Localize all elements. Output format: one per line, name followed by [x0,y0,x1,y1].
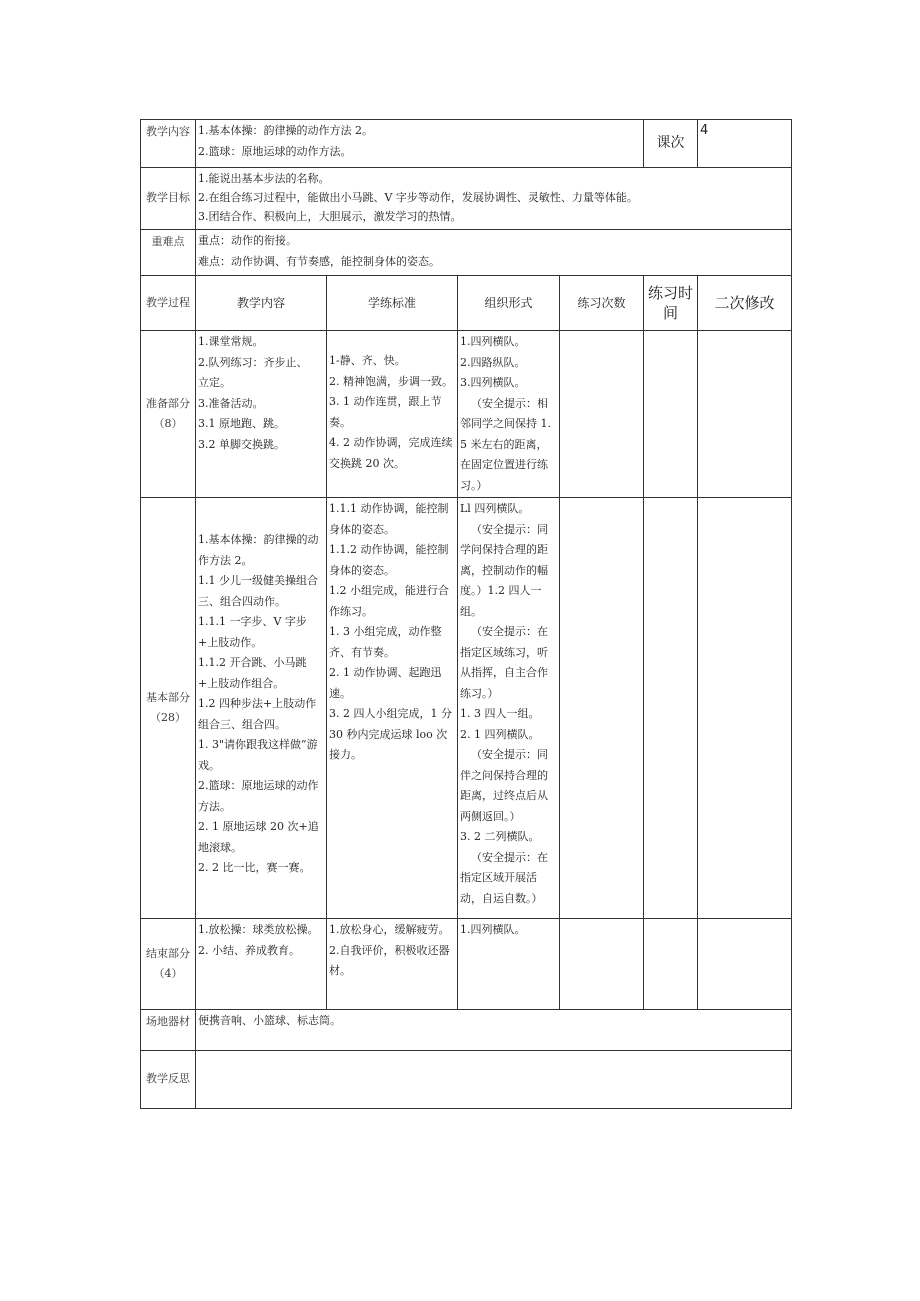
objective-line: 3.团结合作、积极向上，大胆展示，激发学习的热情。 [198,210,462,223]
basic-org-line: 1. 3 四人一组。 [460,707,540,720]
prep-standard-line: 4. 2 动作协调，完成连续交换跳 20 次。 [329,436,453,470]
basic-reps-cell [560,498,644,919]
process-header-row [141,276,792,331]
objectives-label: 教学目标 [141,168,196,230]
basic-org-line: （安全提示：在指定区域练习，听从指挥，自主合作练习。） [460,625,548,700]
basic-organization [458,498,560,919]
ending-standard [327,919,458,1010]
header-standard: 学练标准 [327,276,458,331]
basic-content-line: 1.基本体操：韵律操的动作方法 2。 [198,533,319,567]
reflection-row [141,1051,792,1109]
prep-org-line: 2.四路纵队。 [460,355,526,369]
header-time: 练习时间 [644,276,698,331]
basic-standard-line: 2. 1 动作协调、起跑迅速。 [329,666,442,700]
ending-org-line: 1.四列横队。 [460,923,526,936]
reflection-value[interactable] [196,1051,792,1109]
basic-org-line: Ll 四列横队。 [460,502,530,515]
basic-org-line: （安全提示：在指定区域开展活动，自运自数。） [460,850,548,905]
basic-standard-line: 1.1.1 动作协调，能控制身体的姿态。 [329,502,449,536]
header-reps: 练习次数 [560,276,644,331]
basic-standard-line: 1. 3 小组完成，动作整齐、有节奏。 [329,625,442,659]
ending-standard-line: 2.自我评价，积极收还器材。 [329,943,450,977]
objective-line: 1.能说出基本步法的名称。 [198,172,330,185]
basic-revision-cell [698,498,792,919]
ending-row [141,919,792,1010]
ending-content [196,919,327,1010]
prep-row [141,331,792,498]
content-line: 1.基本体操：韵律操的动作方法 2。 [198,124,373,137]
keypoints-text [196,230,792,276]
basic-content-line: 1.2 四种步法+上肢动作组合三、组合四。 [198,697,317,731]
prep-time-cell [644,331,698,498]
keypoint-line: 难点：动作协调、有节奏感，能控制身体的姿态。 [198,254,440,268]
keypoints-label: 重难点 [141,230,196,276]
prep-org-line: （安全提示：相邻同学之间保持 1.5 米左右的距离，在固定位置进行练习。） [460,396,551,492]
prep-standard-line: 3. 1 动作连贯，跟上节奏。 [329,395,442,429]
basic-content-line: 2. 1 原地运球 20 次+追地滚球。 [198,820,319,854]
prep-standard [327,331,458,498]
prep-organization [458,331,560,498]
lesson-plan-table [140,119,792,1109]
basic-time-cell [644,498,698,919]
prep-content-line: 3.1 原地跑、跳。 [198,417,285,430]
ending-reps-cell [560,919,644,1010]
content-line: 2.篮球：原地运球的动作方法。 [198,144,352,158]
prep-content-line: 立定。 [198,376,231,389]
prep-reps-cell [560,331,644,498]
basic-content-line: 1.1 少儿一级健美操组合 [198,574,318,587]
lesson-plan [140,119,791,1109]
header-process: 教学过程 [141,276,196,331]
ending-label: 结束部分（4） [141,919,196,1010]
keypoint-line: 重点：动作的衔接。 [198,234,297,247]
header-organization: 组织形式 [458,276,560,331]
basic-content-line: 1. 3"请你跟我这样做”游戏。 [198,738,318,772]
basic-row [141,498,792,919]
basic-content-line: 2.篮球：原地运球的动作方法。 [198,779,319,813]
ending-standard-line: 1.放松身心，缓解疲劳。 [329,923,450,936]
basic-standard [327,498,458,919]
equipment-label: 场地器材 [141,1010,196,1051]
content-row [141,120,792,168]
basic-content [196,498,327,919]
basic-standard-line: 1.2 小组完成，能进行合作练习。 [329,584,449,618]
objectives-row [141,168,792,230]
equipment-row [141,1010,792,1051]
prep-revision-cell [698,331,792,498]
prep-label: 准备部分（8） [141,331,196,498]
prep-content-line: 3.准备活动。 [198,396,264,410]
prep-org-line: 1.四列横队。 [460,335,526,348]
content-text [196,120,644,168]
header-content: 教学内容 [196,276,327,331]
basic-org-line: 2. 1 四列横队。 [460,727,540,741]
ending-content-line: 1.放松操：球类放松操。 [198,923,319,936]
session-label: 课次 [644,120,698,168]
basic-content-line: 三、组合四动作。 [198,594,286,608]
header-revision: 二次修改 [698,276,792,331]
prep-standard-line: 2. 精神饱满，步调一致。 [329,374,453,388]
basic-standard-line: 1.1.2 动作协调，能控制身体的姿态。 [329,543,449,577]
equipment-value: 便携音响、小篮球、标志筒。 [196,1010,792,1051]
ending-content-line: 2. 小结、养成教育。 [198,943,300,957]
prep-content-line: 2.队列练习：齐步止、 [198,355,308,369]
basic-content-line: 2. 2 比一比，赛一赛。 [198,861,311,874]
basic-content-line: 1.1.2 开合跳、小马跳+上肢动作组合。 [198,656,307,690]
objectives-text [196,168,792,230]
basic-org-line: （安全提示：同学问保持合理的距离，控制动作的幅度。）1.2 四人一组。 [460,522,548,618]
basic-org-line: 3. 2 二列横队。 [460,830,540,843]
prep-content-line: 3.2 单脚交换跳。 [198,437,285,451]
ending-time-cell [644,919,698,1010]
content-label: 教学内容 [141,120,196,168]
basic-standard-line: 3. 2 四人小组完成，1 分 30 秒内完成运球 loo 次接力。 [329,707,452,761]
prep-org-line: 3.四列横队。 [460,376,526,389]
prep-content [196,331,327,498]
prep-standard-line: 1-静、齐、快。 [329,354,406,367]
keypoints-row [141,230,792,276]
objective-line: 2.在组合练习过程中，能做出小马跳、V 字步等动作，发展协调性、灵敏性、力量等体能。 [198,191,638,204]
reflection-label: 教学反思 [141,1051,196,1109]
prep-content-line: 1.课堂常规。 [198,335,264,348]
basic-label: 基本部分（28） [141,498,196,919]
basic-org-line: （安全提示：同伴之问保持合理的距离，过终点后从两侧返回。） [460,748,548,823]
ending-revision-cell [698,919,792,1010]
basic-content-line: 1.1.1 一字步、V 字步+上肢动作。 [198,615,307,649]
session-value: 4 [698,120,792,168]
ending-organization [458,919,560,1010]
